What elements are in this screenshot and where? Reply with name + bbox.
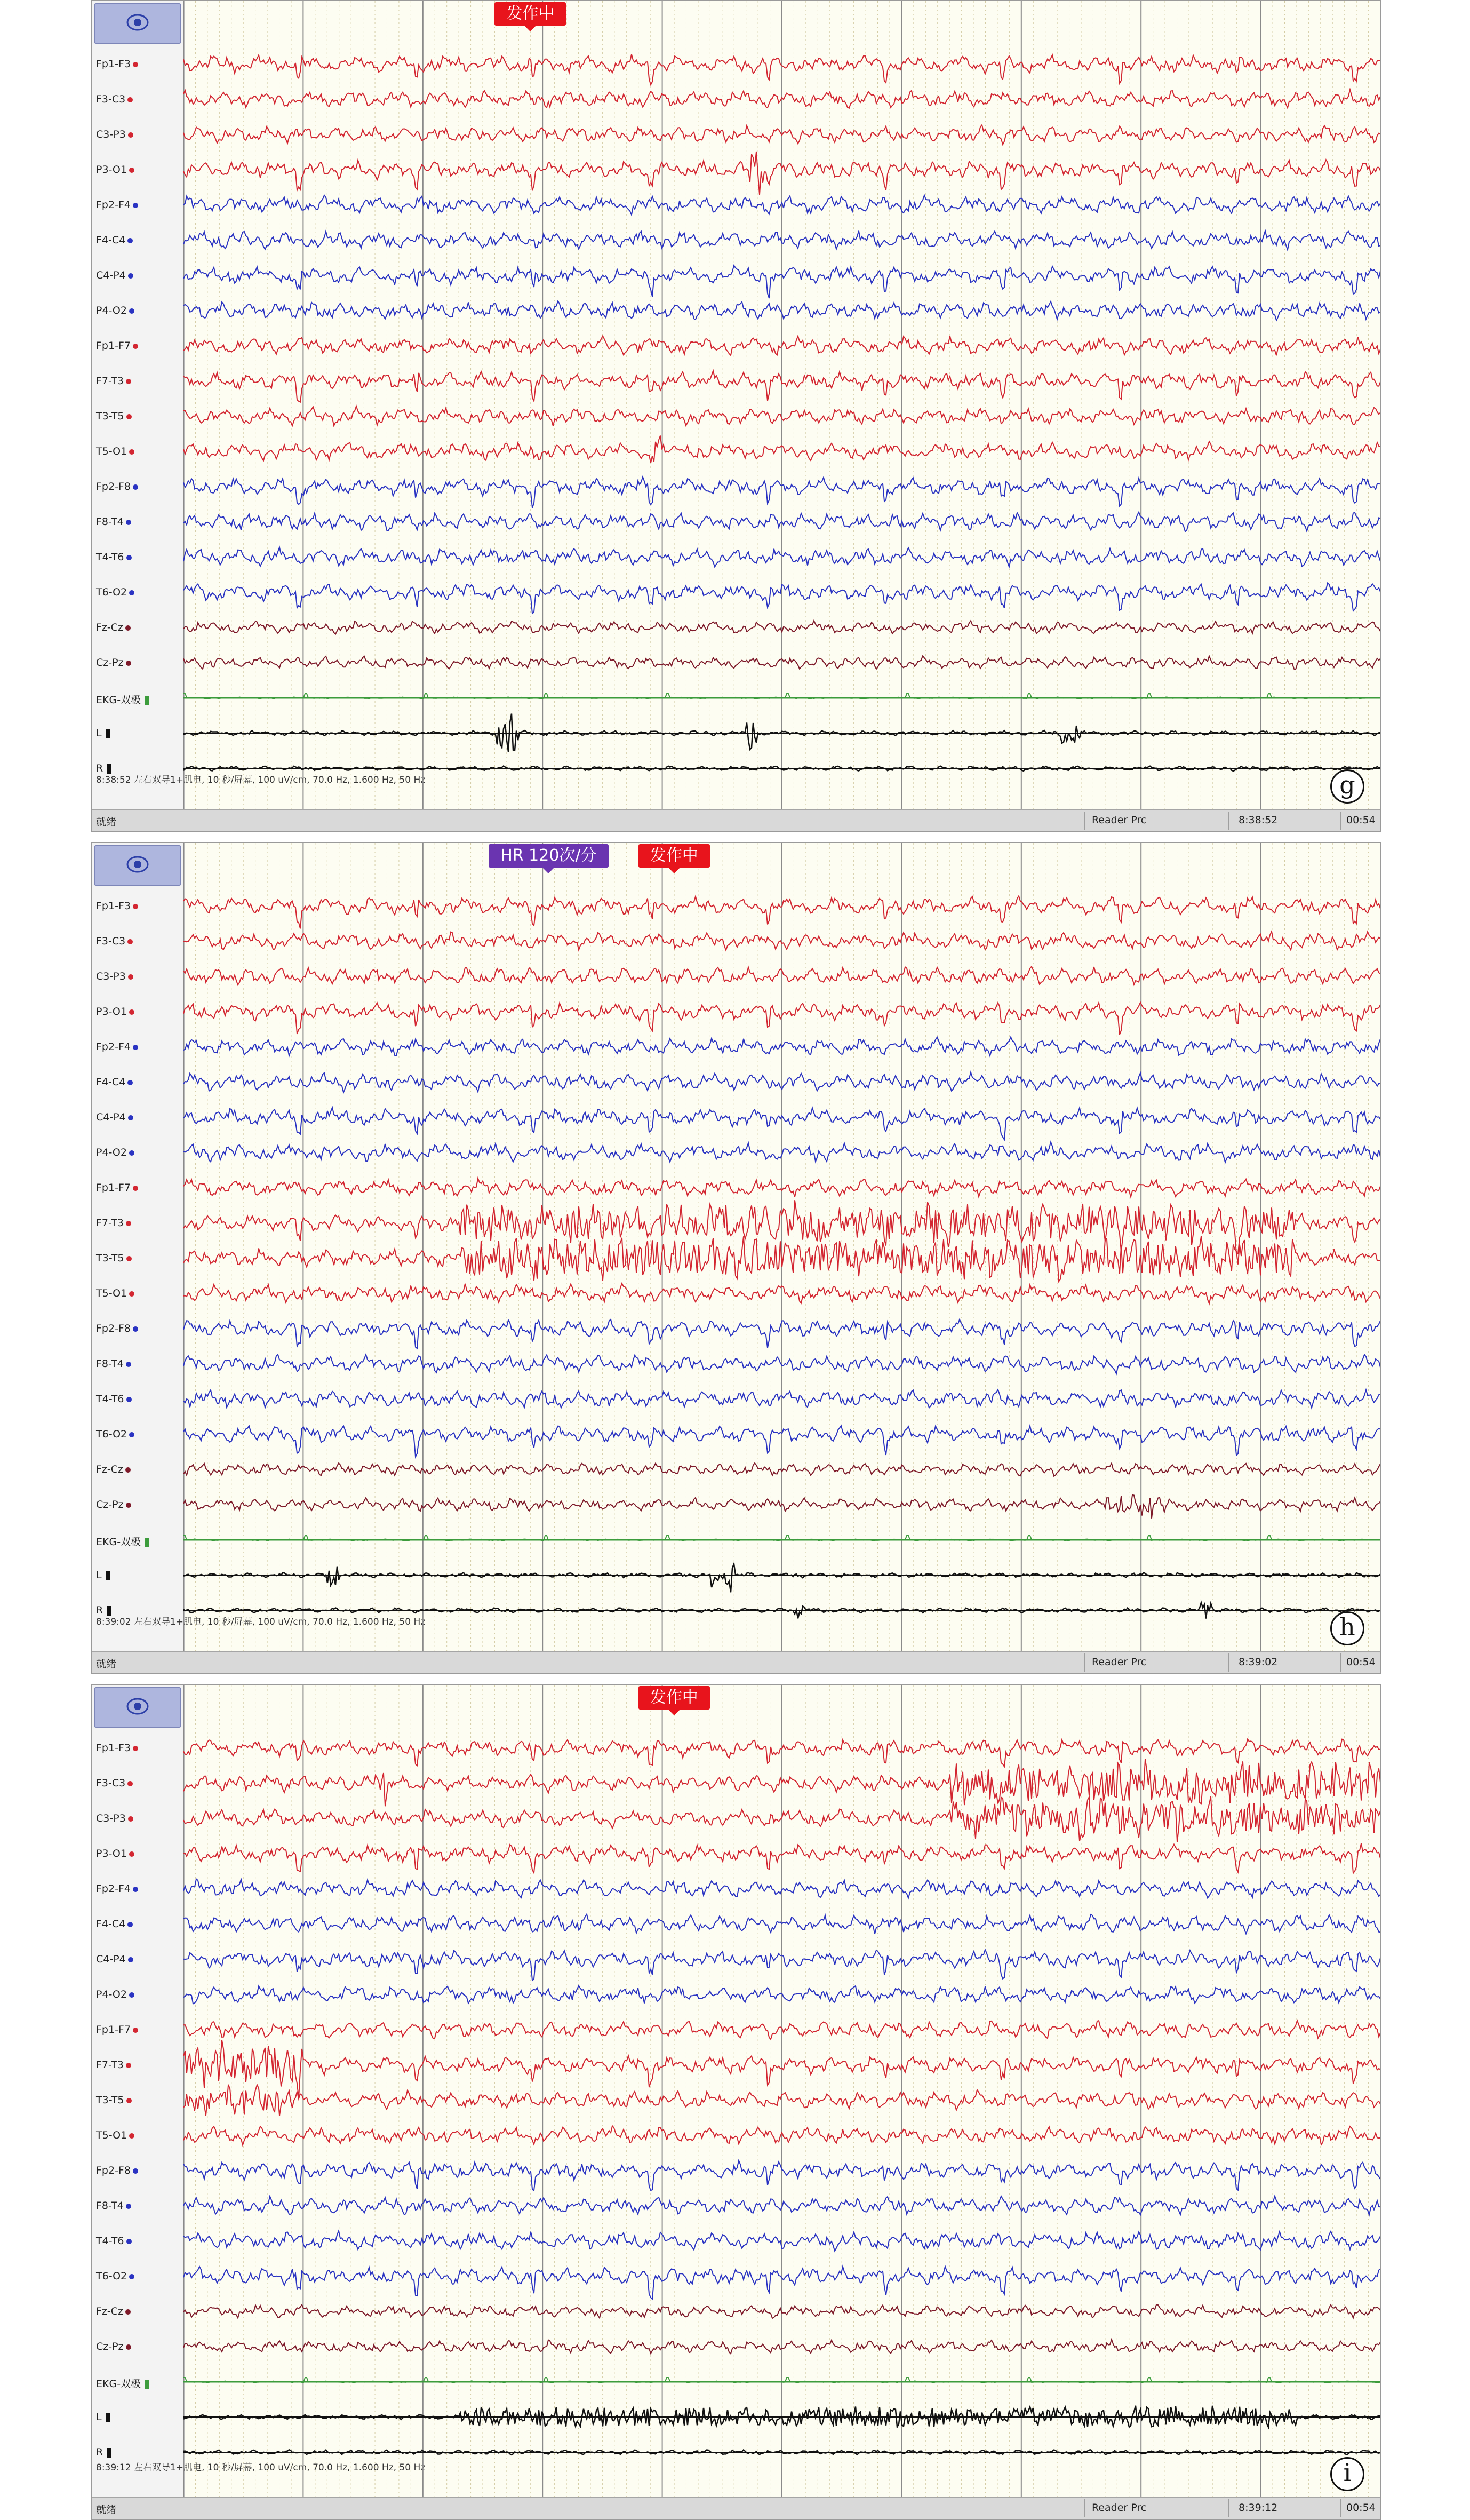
channel-color-swatch	[129, 449, 134, 455]
channel-label-text: F4-C4	[96, 234, 126, 246]
eye-icon-graphic	[122, 11, 154, 34]
channel-label-text: P4-O2	[96, 305, 127, 316]
channel-label-text: L	[96, 727, 102, 739]
channel-label-text: P4-O2	[96, 1147, 127, 1158]
seizure-marker[interactable]: 发作中	[638, 844, 710, 868]
eeg-trace-area[interactable]	[183, 1685, 1380, 2498]
channel-label-text: F8-T4	[96, 2200, 124, 2212]
channel-color-swatch	[133, 344, 138, 349]
channel-label-text: Fz-Cz	[96, 622, 123, 633]
channel-color-swatch	[129, 2274, 134, 2279]
channel-color-swatch	[128, 1115, 133, 1120]
channel-label	[96, 375, 131, 387]
channel-label	[96, 971, 133, 982]
channel-color-swatch	[129, 2133, 134, 2139]
channel-color-swatch	[126, 1397, 132, 1402]
channel-label	[96, 1393, 132, 1405]
channel-color-swatch	[125, 1467, 131, 1473]
channel-label	[96, 2094, 132, 2106]
channel-label	[96, 481, 138, 492]
channel-label	[96, 2341, 131, 2352]
recording-settings-text: 8:39:12 左右双导1+肌电, 10 秒/屏幕, 100 uV/cm, 70.0 Hz, 1.600 Hz, 50 Hz	[96, 2462, 426, 2473]
channel-label	[96, 129, 133, 140]
recording-settings-text: 8:39:02 左右双导1+肌电, 10 秒/屏幕, 100 uV/cm, 70.0 Hz, 1.600 Hz, 50 Hz	[96, 1617, 426, 1627]
channel-color-swatch	[127, 1922, 133, 1927]
channel-label	[96, 2235, 132, 2247]
channel-label	[96, 900, 138, 912]
channel-label	[96, 1499, 131, 1511]
channel-color-swatch	[129, 1291, 134, 1297]
channel-label-text: P4-O2	[96, 1989, 127, 2000]
status-separator	[1340, 2499, 1341, 2517]
channel-label	[96, 340, 138, 352]
channel-label	[96, 1252, 132, 1264]
channel-label	[96, 516, 131, 528]
channel-label-text: Fp2-F8	[96, 2165, 131, 2176]
channel-color-swatch	[129, 1992, 134, 1998]
channel-label-text: C4-P4	[96, 1953, 126, 1965]
channel-label	[96, 1883, 138, 1895]
channel-sidebar	[92, 1, 426, 810]
channel-color-swatch	[133, 1326, 138, 1332]
reader-mode-text: Reader Prc	[1092, 2502, 1147, 2514]
channel-color-swatch	[126, 2344, 131, 2350]
channel-color-swatch	[145, 2380, 149, 2389]
eeg-panel-g	[91, 0, 1381, 832]
channel-label	[96, 2306, 131, 2317]
channel-color-swatch	[133, 904, 138, 909]
channel-color-swatch	[128, 974, 133, 980]
channel-label-text: T5-O1	[96, 446, 127, 457]
channel-color-swatch	[126, 1503, 131, 1508]
channel-label	[96, 2446, 111, 2458]
channel-label	[96, 1534, 149, 1548]
reader-mode-text: Reader Prc	[1092, 814, 1147, 826]
channel-color-swatch	[133, 1746, 138, 1751]
channel-color-swatch	[129, 1150, 134, 1156]
channel-label-text: Fz-Cz	[96, 2306, 123, 2317]
channel-label-text: C3-P3	[96, 971, 126, 982]
channel-label	[96, 727, 110, 739]
channel-label-text: Fp2-F8	[96, 1323, 131, 1334]
status-bar	[92, 1651, 1380, 1673]
channel-color-swatch	[106, 729, 110, 738]
eeg-panel-i	[91, 1684, 1381, 2520]
eeg-traces-svg	[183, 843, 1380, 1652]
channel-label	[96, 1813, 133, 1824]
channel-color-swatch	[129, 168, 134, 173]
channel-label	[96, 1182, 138, 1194]
status-time-text: 8:39:12	[1239, 2502, 1278, 2514]
channel-label-text: Fp2-F8	[96, 481, 131, 492]
channel-color-swatch	[129, 590, 134, 595]
channel-label	[96, 1918, 133, 1930]
channel-label-text: P3-O1	[96, 164, 127, 176]
status-separator	[1340, 812, 1341, 830]
channel-color-swatch	[126, 1221, 131, 1226]
channel-label-text: F3-C3	[96, 935, 126, 947]
channel-label	[96, 1041, 138, 1053]
status-separator	[1340, 1653, 1341, 1672]
channel-color-swatch	[126, 2239, 132, 2244]
channel-label	[96, 1464, 131, 1475]
channel-label-text: T3-T5	[96, 2094, 124, 2106]
status-separator	[1228, 1653, 1229, 1672]
channel-label	[96, 2200, 131, 2212]
channel-color-swatch	[107, 2448, 111, 2458]
channel-label-text: F7-T3	[96, 2059, 124, 2071]
channel-label-text: EKG-双极	[96, 2378, 141, 2390]
channel-color-swatch	[126, 1256, 132, 1261]
channel-color-swatch	[127, 939, 133, 944]
channel-label-text: T6-O2	[96, 1428, 127, 1440]
channel-color-swatch	[133, 1186, 138, 1191]
eeg-trace-area[interactable]	[183, 1, 1380, 810]
channel-color-swatch	[126, 520, 131, 525]
view-button[interactable]	[94, 3, 181, 44]
channel-label	[96, 1076, 133, 1088]
channel-label	[96, 935, 133, 947]
channel-color-swatch	[129, 1851, 134, 1857]
channel-label-text: Fp2-F4	[96, 1883, 131, 1895]
channel-label	[96, 2270, 134, 2282]
channel-color-swatch	[133, 203, 138, 208]
channel-label-text: T5-O1	[96, 2129, 127, 2141]
channel-label-text: Cz-Pz	[96, 1499, 124, 1511]
channel-color-swatch	[126, 2063, 131, 2068]
channel-color-swatch	[127, 1080, 133, 1085]
channel-label	[96, 657, 131, 669]
status-ready-text: 就绪	[96, 2504, 117, 2516]
channel-label-text: P3-O1	[96, 1848, 127, 1859]
channel-color-swatch	[133, 2028, 138, 2033]
reader-mode-text: Reader Prc	[1092, 1656, 1147, 1668]
channel-label	[96, 1848, 134, 1859]
status-ready-text: 就绪	[96, 816, 117, 828]
channel-label-text: L	[96, 2411, 102, 2423]
status-separator	[1084, 1653, 1085, 1672]
channel-label-text: C4-P4	[96, 269, 126, 281]
channel-color-swatch	[126, 414, 132, 419]
channel-label-text: T3-T5	[96, 1252, 124, 1264]
channel-label-text: R	[96, 1604, 103, 1616]
channel-label	[96, 622, 131, 633]
channel-color-swatch	[133, 1045, 138, 1050]
channel-color-swatch	[127, 97, 133, 102]
channel-color-swatch	[126, 2098, 132, 2103]
eye-icon-graphic	[122, 853, 154, 876]
status-separator	[1084, 2499, 1085, 2517]
channel-label-text: Fp1-F3	[96, 900, 131, 912]
status-separator	[1228, 2499, 1229, 2517]
channel-label	[96, 1742, 138, 1754]
channel-label	[96, 269, 133, 281]
channel-label	[96, 1006, 134, 1017]
channel-color-swatch	[128, 132, 133, 138]
channel-label-text: F4-C4	[96, 1076, 126, 1088]
channel-label	[96, 58, 138, 70]
channel-label	[96, 1569, 110, 1581]
channel-color-swatch	[128, 1816, 133, 1822]
view-button[interactable]	[94, 845, 181, 886]
channel-color-swatch	[126, 2204, 131, 2209]
channel-label-text: F7-T3	[96, 1217, 124, 1229]
channel-label-text: C3-P3	[96, 1813, 126, 1824]
channel-color-swatch	[126, 661, 131, 666]
channel-label-text: EKG-双极	[96, 694, 141, 706]
channel-label	[96, 1147, 134, 1158]
eeg-panel-h	[91, 842, 1381, 1674]
channel-label	[96, 1217, 131, 1229]
channel-label	[96, 1428, 134, 1440]
status-ready-text: 就绪	[96, 1658, 117, 1670]
status-elapsed-text: 00:54	[1346, 1656, 1376, 1668]
channel-label-text: T5-O1	[96, 1287, 127, 1299]
channel-label	[96, 2411, 110, 2423]
channel-color-swatch	[128, 1957, 133, 1962]
channel-label	[96, 2165, 138, 2176]
channel-color-swatch	[133, 62, 138, 67]
channel-color-swatch	[145, 1538, 149, 1547]
channel-label-text: Cz-Pz	[96, 657, 124, 669]
channel-color-swatch	[106, 2413, 110, 2422]
eye-icon	[122, 853, 154, 879]
channel-label	[96, 93, 133, 105]
panel-letter: g	[1330, 769, 1364, 804]
channel-color-swatch	[145, 696, 149, 705]
channel-label-text: Fz-Cz	[96, 1464, 123, 1475]
channel-color-swatch	[133, 2168, 138, 2174]
status-bar	[92, 809, 1380, 831]
channel-label	[96, 2376, 149, 2390]
seizure-marker[interactable]: 发作中	[638, 1686, 710, 1710]
channel-label-text: Fp1-F3	[96, 58, 131, 70]
status-time-text: 8:38:52	[1239, 814, 1278, 826]
channel-label-text: R	[96, 762, 103, 774]
channel-label-text: Fp1-F3	[96, 1742, 131, 1754]
channel-label-text: T6-O2	[96, 586, 127, 598]
channel-label	[96, 410, 132, 422]
channel-color-swatch	[133, 1887, 138, 1892]
channel-label-text: EKG-双极	[96, 1536, 141, 1548]
eye-icon-graphic	[122, 1695, 154, 1718]
channel-color-swatch	[127, 1781, 133, 1786]
channel-label-text: F4-C4	[96, 1918, 126, 1930]
channel-label-text: C3-P3	[96, 129, 126, 140]
channel-label	[96, 1989, 134, 2000]
channel-label	[96, 446, 134, 457]
eye-icon	[122, 11, 154, 37]
channel-label-text: C4-P4	[96, 1111, 126, 1123]
channel-label-text: Cz-Pz	[96, 2341, 124, 2352]
channel-label	[96, 2129, 134, 2141]
status-time-text: 8:39:02	[1239, 1656, 1278, 1668]
channel-label-text: T6-O2	[96, 2270, 127, 2282]
panel-letter: i	[1330, 2457, 1364, 2491]
channel-label-text: T4-T6	[96, 2235, 124, 2247]
channel-label-text: T4-T6	[96, 1393, 124, 1405]
channel-label-text: P3-O1	[96, 1006, 127, 1017]
channel-label-text: Fp1-F7	[96, 2024, 131, 2036]
eeg-traces-svg	[183, 1, 1380, 810]
status-bar	[92, 2497, 1380, 2519]
channel-label-text: F8-T4	[96, 1358, 124, 1370]
channel-color-swatch	[127, 238, 133, 243]
channel-label-text: L	[96, 1569, 102, 1581]
channel-label	[96, 1323, 138, 1334]
channel-color-swatch	[128, 273, 133, 279]
heart-rate-marker[interactable]: HR 120次/分	[489, 844, 608, 868]
channel-label	[96, 1287, 134, 1299]
channel-label-text: T3-T5	[96, 410, 124, 422]
recording-settings-text: 8:38:52 左右双导1+肌电, 10 秒/屏幕, 100 uV/cm, 70.0 Hz, 1.600 Hz, 50 Hz	[96, 775, 426, 785]
channel-label	[96, 2059, 131, 2071]
channel-label	[96, 234, 133, 246]
channel-color-swatch	[125, 625, 131, 631]
channel-label-text: T4-T6	[96, 551, 124, 563]
channel-label	[96, 1358, 131, 1370]
status-separator	[1084, 812, 1085, 830]
channel-label	[96, 164, 134, 176]
channel-label	[96, 1111, 133, 1123]
channel-label-text: Fp1-F7	[96, 1182, 131, 1194]
eeg-trace-area[interactable]	[183, 843, 1380, 1652]
view-button[interactable]	[94, 1687, 181, 1728]
channel-color-swatch	[126, 1362, 131, 1367]
channel-label-text: F3-C3	[96, 1777, 126, 1789]
channel-color-swatch	[126, 555, 132, 560]
channel-color-swatch	[126, 379, 131, 384]
seizure-marker[interactable]: 发作中	[494, 2, 566, 26]
channel-color-swatch	[106, 1571, 110, 1580]
status-elapsed-text: 00:54	[1346, 814, 1376, 826]
channel-label	[96, 551, 132, 563]
eeg-traces-svg	[183, 1685, 1380, 2498]
channel-label-text: F7-T3	[96, 375, 124, 387]
channel-label-text: F8-T4	[96, 516, 124, 528]
channel-label	[96, 2024, 138, 2036]
channel-label	[96, 199, 138, 211]
channel-sidebar	[92, 843, 426, 1652]
channel-label-text: Fp2-F4	[96, 1041, 131, 1053]
channel-label-text: R	[96, 2446, 103, 2458]
channel-color-swatch	[129, 1432, 134, 1437]
channel-label-text: Fp2-F4	[96, 199, 131, 211]
channel-sidebar	[92, 1685, 426, 2498]
eye-icon	[122, 1695, 154, 1721]
status-elapsed-text: 00:54	[1346, 2502, 1376, 2514]
channel-label	[96, 1953, 133, 1965]
panel-letter: h	[1330, 1611, 1364, 1645]
channel-label	[96, 692, 149, 706]
channel-label-text: F3-C3	[96, 93, 126, 105]
channel-label	[96, 1777, 133, 1789]
channel-label	[96, 305, 134, 316]
channel-label	[96, 586, 134, 598]
channel-color-swatch	[129, 308, 134, 314]
channel-color-swatch	[125, 2309, 131, 2315]
channel-color-swatch	[129, 1009, 134, 1015]
status-separator	[1228, 812, 1229, 830]
channel-label-text: Fp1-F7	[96, 340, 131, 352]
channel-color-swatch	[133, 484, 138, 490]
